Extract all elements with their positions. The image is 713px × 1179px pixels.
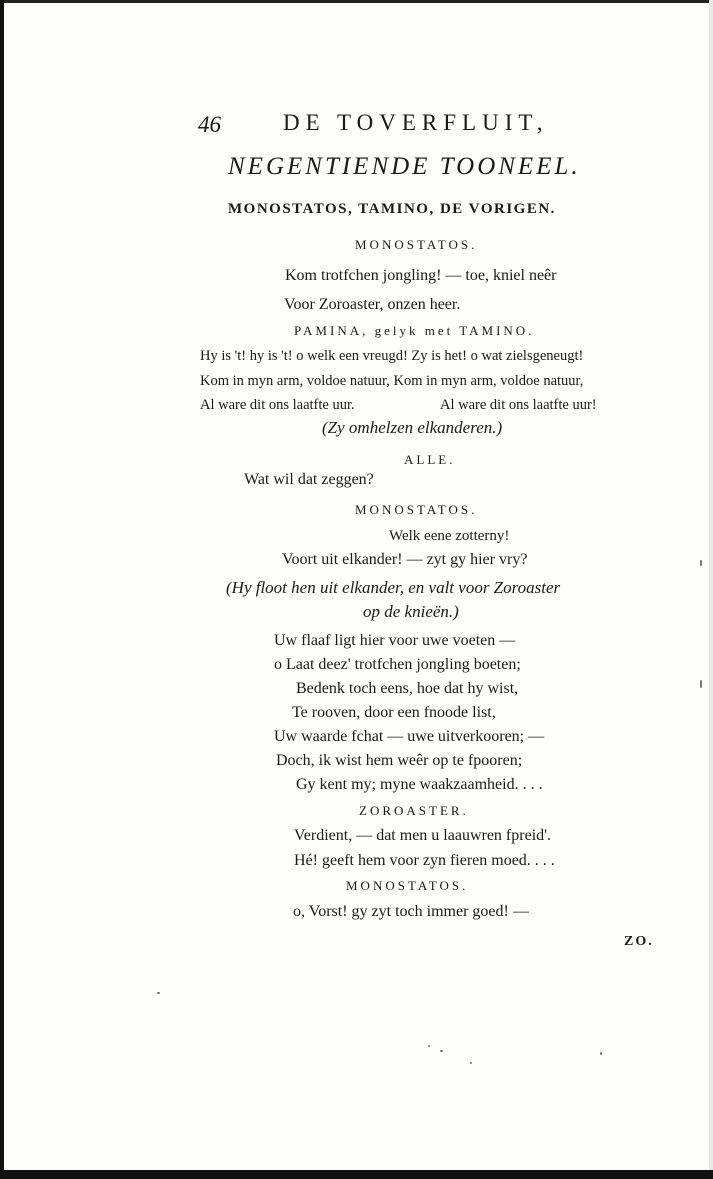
running-title: DE TOVERFLUIT, — [283, 110, 549, 135]
verse-line: Verdient, — dat men u laauwren fpreid'. — [294, 827, 552, 844]
verse-line: Wat wil dat zeggen? — [244, 471, 374, 488]
stage-direction: (Zy omhelzen elkanderen.) — [322, 418, 503, 437]
verse-line: Voor Zoroaster, onzen heer. — [284, 296, 461, 313]
verse-line: Gy kent my; myne waakzaamheid. . . . — [296, 776, 543, 793]
paper-speck — [700, 560, 702, 566]
verse-line: Te rooven, door een fnoode list, — [292, 704, 496, 721]
paper-speck — [600, 1052, 602, 1055]
paper-speck — [700, 680, 702, 688]
catchword: ZO. — [624, 934, 654, 949]
paper-speck — [440, 1050, 443, 1052]
verse-line: Al ware dit ons laatfte uur! — [440, 397, 597, 413]
verse-line: Doch, ik wist hem weêr op te fpooren; — [276, 752, 523, 769]
stage-direction: op de knieën.) — [363, 602, 459, 621]
page-edge-right — [709, 0, 713, 1179]
stage-direction: (Hy floot hen uit elkander, en valt voor Zoroaster — [226, 578, 561, 597]
speaker-label: ZOROASTER. — [359, 803, 469, 818]
verse-line: Bedenk toch eens, hoe dat hy wist, — [296, 680, 519, 697]
page-edge-top — [0, 0, 713, 3]
persons-line: MONOSTATOS, TAMINO, DE VORIGEN. — [228, 201, 556, 217]
page-edge-left — [0, 0, 4, 1179]
paper-speck — [157, 992, 160, 994]
speaker-label: MONOSTATOS. — [355, 237, 478, 252]
verse-line: Voort uit elkander! — zyt gy hier vry? — [282, 551, 528, 568]
verse-line: Uw waarde fchat — uwe uitverkooren; — — [274, 728, 545, 745]
verse-line: o Laat deez' trotfchen jongling boeten; — [274, 656, 521, 673]
verse-line: Hé! geeft hem voor zyn fieren moed. . . . — [294, 852, 555, 869]
speaker-label: MONOSTATOS. — [355, 502, 478, 517]
verse-line: Kom in myn arm, voldoe natuur, Kom in myn arm, voldoe natuur, — [200, 373, 584, 389]
verse-line: Kom trotfchen jongling! — toe, kniel neêr — [285, 267, 557, 284]
page-number: 46 — [198, 112, 221, 137]
verse-line: Al ware dit ons laatfte uur. — [200, 397, 355, 413]
speaker-label: PAMINA, gelyk met TAMINO. — [294, 323, 535, 338]
verse-line: o, Vorst! gy zyt toch immer goed! — — [293, 903, 529, 920]
speaker-label: MONOSTATOS. — [346, 878, 469, 893]
verse-line: Welk eene zotterny! — [389, 528, 510, 544]
verse-line: Hy is 't! hy is 't! o welk een vreugd! Zy is het! o wat zielsgeneugt! — [200, 348, 584, 364]
verse-line: Uw flaaf ligt hier voor uwe voeten — — [274, 632, 516, 649]
scene-heading: NEGENTIENDE TOONEEL. — [228, 153, 581, 180]
speaker-label: ALLE. — [404, 452, 456, 467]
paper-speck — [428, 1045, 430, 1047]
page-edge-bottom — [0, 1170, 713, 1179]
paper-speck — [470, 1062, 472, 1064]
